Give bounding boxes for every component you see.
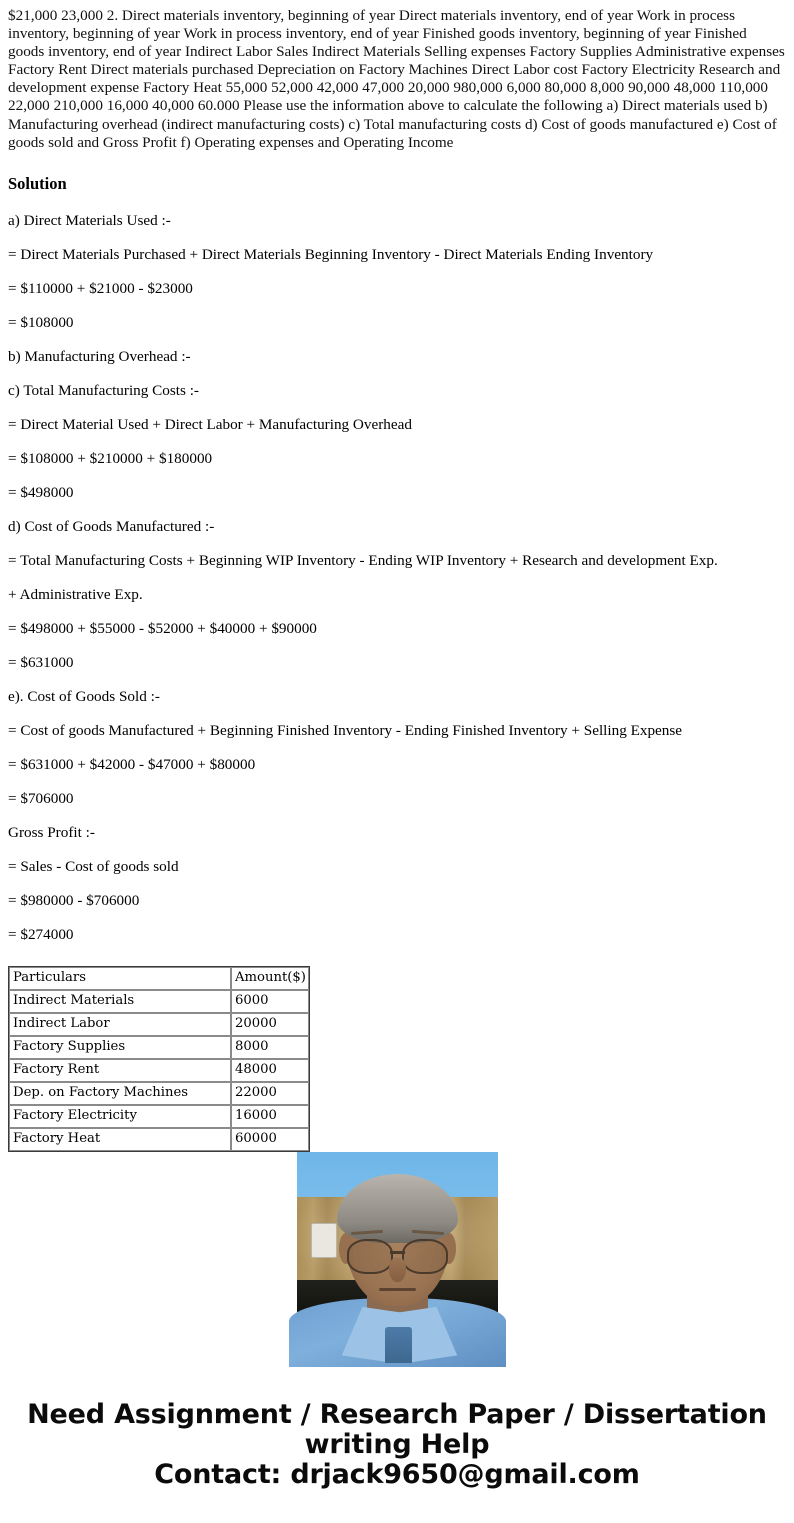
- photo-eyeglass-right: [402, 1239, 448, 1273]
- solution-step: + Administrative Exp.: [8, 585, 143, 603]
- solution-step: e). Cost of Goods Sold :-: [8, 687, 160, 705]
- photo-eyeglass-left: [347, 1239, 393, 1273]
- solution-step: = $980000 - $706000: [8, 891, 140, 909]
- table-cell-amount: 16000: [231, 1105, 309, 1128]
- table-cell-particular: Factory Supplies: [9, 1036, 231, 1059]
- table-row: [9, 1128, 309, 1151]
- table-cell-particular: Factory Rent: [9, 1059, 231, 1082]
- avatar: [297, 1152, 498, 1355]
- photo-eyeglass-bridge: [390, 1251, 404, 1253]
- solution-step: b) Manufacturing Overhead :-: [8, 347, 191, 365]
- table-row: [9, 1082, 309, 1105]
- photo-wall-switch: [311, 1223, 337, 1257]
- manufacturing-overhead-table-container: [8, 966, 310, 1146]
- table-header-cell: Amount($): [231, 967, 309, 990]
- solution-step: = $108000 + $210000 + $180000: [8, 449, 213, 467]
- table-cell-amount: 20000: [231, 1013, 309, 1036]
- table-cell-particular: Factory Heat: [9, 1128, 231, 1151]
- table-header-row: [9, 967, 309, 990]
- manufacturing-overhead-table: [8, 966, 310, 1152]
- solution-step: = Sales - Cost of goods sold: [8, 857, 179, 875]
- promo-footer: [0, 1400, 794, 1490]
- table-header-cell: Particulars: [9, 967, 231, 990]
- question-paragraph: $21,000 23,000 2. Direct materials inventory, beginning of year Direct materials inventory, end of year Work in process inventory, beginning of year Work in process inventory, end of year Finished goods inventory, beginning of year Finished goods inventory, end of year Indirect Labor Sales Indirect Materials Selling expenses Factory Supplies Administrative expenses Factory Rent Direct materials purchased Depreciation on Factory Machines Direct Labor cost Factory Electricity Research and development expense Factory Heat 55,000 52,000 42,000 47,000 20,000 980,000 6,000 80,000 8,000 90,000 48,000 110,000 22,000 210,000 16,000 40,000 60.000 Please use the information above to calculate the following a) Direct materials used b) Manufacturing overhead (indirect manufacturing costs) c) Total manufacturing costs d) Cost of goods manufactured e) Cost of goods sold and Gross Profit f) Operating expenses and Operating Income: [8, 7, 785, 151]
- table-row: [9, 1105, 309, 1128]
- promo-line-1: Need Assignment / Research Paper / Dissertation: [27, 1399, 767, 1430]
- solution-step: = $108000: [8, 313, 74, 331]
- solution-step: = Direct Materials Purchased + Direct Materials Beginning Inventory - Direct Materials Ending Inventory: [8, 245, 654, 263]
- photo-nose: [389, 1258, 405, 1282]
- solution-steps: [0, 204, 794, 952]
- table-cell-particular: Dep. on Factory Machines: [9, 1082, 231, 1105]
- table-row: [9, 1013, 309, 1036]
- photo-tie: [385, 1327, 411, 1364]
- promo-line-3: Contact: drjack9650@gmail.com: [154, 1459, 640, 1490]
- table-cell-amount: 48000: [231, 1059, 309, 1082]
- avatar-container: [297, 1152, 498, 1355]
- solution-step: = Direct Material Used + Direct Labor + Manufacturing Overhead: [8, 415, 412, 433]
- photo-mouth: [379, 1288, 415, 1291]
- solution-step: = Total Manufacturing Costs + Beginning WIP Inventory - Ending WIP Inventory + Research and development Exp.: [8, 551, 718, 569]
- table-row: [9, 1036, 309, 1059]
- solution-step: = $498000 + $55000 - $52000 + $40000 + $90000: [8, 619, 317, 637]
- table-row: [9, 1059, 309, 1082]
- solution-step: = $274000: [8, 925, 74, 943]
- solution-step: c) Total Manufacturing Costs :-: [8, 381, 199, 399]
- table-cell-amount: 8000: [231, 1036, 309, 1059]
- table-cell-amount: 6000: [231, 990, 309, 1013]
- solution-step: = $706000: [8, 789, 74, 807]
- solution-step: = $110000 + $21000 - $23000: [8, 279, 193, 297]
- table-cell-particular: Factory Electricity: [9, 1105, 231, 1128]
- table-cell-amount: 60000: [231, 1128, 309, 1151]
- table-cell-particular: Indirect Materials: [9, 990, 231, 1013]
- solution-step: = $631000: [8, 653, 74, 671]
- table-row: [9, 990, 309, 1013]
- solution-step: Gross Profit :-: [8, 823, 95, 841]
- solution-heading: Solution: [8, 173, 67, 193]
- solution-step: = $498000: [8, 483, 74, 501]
- table-cell-particular: Indirect Labor: [9, 1013, 231, 1036]
- solution-step: a) Direct Materials Used :-: [8, 211, 171, 229]
- solution-step: = Cost of goods Manufactured + Beginning Finished Inventory - Ending Finished Inventory + Selling Expense: [8, 721, 683, 739]
- solution-step: d) Cost of Goods Manufactured :-: [8, 517, 215, 535]
- solution-step: = $631000 + $42000 - $47000 + $80000: [8, 755, 256, 773]
- table-cell-amount: 22000: [231, 1082, 309, 1105]
- promo-line-2: writing Help: [304, 1429, 490, 1460]
